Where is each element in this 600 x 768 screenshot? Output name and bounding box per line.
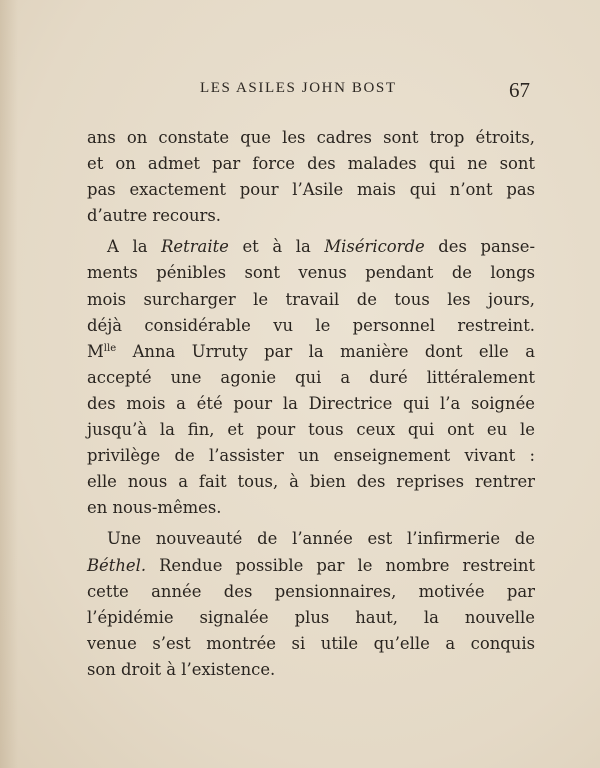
text-line: venue s’est montrée si utile qu’elle a conquis (87, 633, 535, 653)
text-line: jusqu’à la fin, et pour tous ceux qui ont eu le (87, 420, 535, 440)
text-line: pas exactement pour l’Asile mais qui n’ont pas (87, 180, 535, 200)
superscript: lle (103, 342, 117, 354)
text-line: d’autre recours. (87, 206, 221, 226)
text-line (87, 234, 535, 260)
text-run: Anna Urruty par la manière dont elle a (116, 341, 535, 361)
italic-title-misericorde: Miséricorde (324, 237, 425, 257)
body-text (87, 125, 535, 683)
paragraph-3 (87, 526, 535, 683)
page-number: 67 (509, 78, 530, 102)
text-line: en nous-mêmes. (87, 498, 222, 518)
text-run: M (87, 341, 104, 361)
text-line: son droit à l’existence. (87, 659, 276, 679)
text-line: des mois a été pour la Directrice qui l’a soignée (87, 393, 535, 413)
text-line: privilège de l’assister un enseignement vivant : (87, 446, 535, 466)
text-run: et à la (228, 237, 325, 257)
text-line: accepté une agonie qui a duré littéralement (87, 367, 535, 387)
paragraph-2 (87, 234, 535, 521)
running-head (0, 78, 600, 102)
text-line (87, 553, 535, 579)
text-run: des panse- (424, 237, 535, 257)
text-line: mois surcharger le travail de tous les jours, (87, 289, 535, 309)
text-line: déjà considérable vu le personnel restreint. (87, 315, 535, 335)
paragraph-1 (87, 125, 535, 229)
text-run: A la (107, 237, 162, 257)
text-line: ans on constate que les cadres sont trop étroits, (87, 128, 535, 147)
running-title: LES ASILES JOHN BOST (200, 80, 397, 96)
text-line: ments pénibles sont venus pendant de longs (87, 263, 535, 283)
text-line: l’épidémie signalée plus haut, la nouvelle (87, 607, 535, 627)
italic-title-bethel: Béthel. (87, 555, 147, 575)
text-line: elle nous a fait tous, à bien des reprises rentrer (87, 472, 535, 492)
text-line: et on admet par force des malades qui ne sont (87, 154, 535, 174)
italic-title-retraite: Retraite (161, 237, 229, 257)
text-line: cette année des pensionnaires, motivée par (87, 581, 535, 601)
text-line (87, 339, 535, 365)
text-line: Une nouveauté de l’année est l’infirmerie de (107, 529, 535, 549)
text-run: Rendue possible par le nombre restreint (146, 555, 535, 575)
